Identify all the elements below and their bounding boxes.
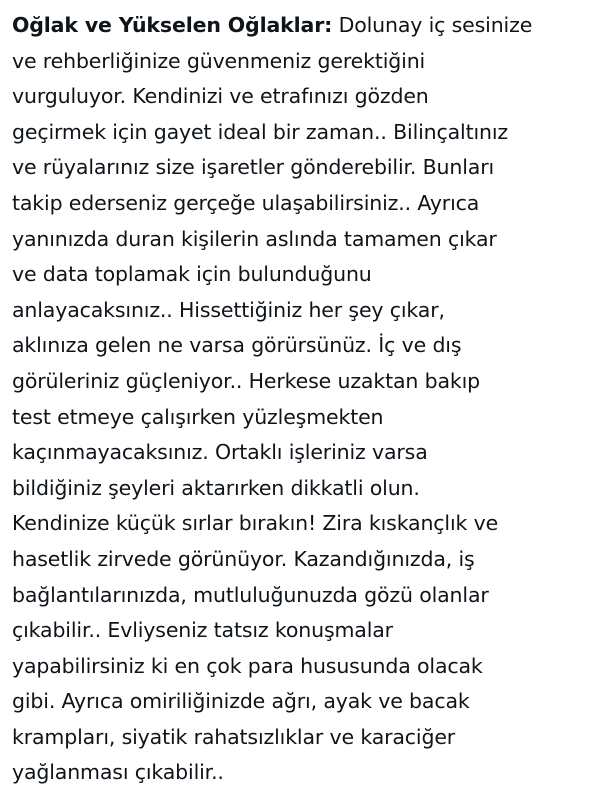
text-line-3: vurguluyor. Kendinizi ve etrafınızı gözden [12,84,429,109]
text-line-2: ve rehberliğinize güvenmeniz gerektiğini [12,48,426,73]
text-line-11: görüleriniz güçleniyor.. Herkese uzaktan bakıp [12,368,480,393]
text-line-20: gibi. Ayrıca omiriliğinizde ağrı, ayak ve bacak [12,689,470,714]
text-line-8: ve data toplamak için bulunduğunu [12,262,372,287]
text-line-15: Kendinize küçük sırlar bırakın! Zira kıskançlık ve [12,511,499,536]
text-line-22: yağlanması çıkabilir.. [12,760,224,785]
text-line-4: geçirmek için gayet ideal bir zaman.. Bilinçaltınız [12,119,509,144]
text-line-12: test etmeye çalışırken yüzleşmekten [12,404,384,429]
text-line-6: takip ederseniz gerçeğe ulaşabilirsiniz.. Ayrıca [12,190,480,215]
text-line-14: bildiğiniz şeyleri aktarırken dikkatli olun. [12,475,420,500]
text-line-16: hasetlik zirvede görünüyor. Kazandığınızda, iş [12,546,475,571]
post-heading: Oğlak ve Yükselen Oğlaklar: [12,13,333,37]
text-line-10: aklınıza gelen ne varsa görürsünüz. İç ve dış [12,333,462,358]
text-line-18: çıkabilir.. Evliyseniz tatsız konuşmalar [12,618,393,643]
text-line-9: anlayacaksınız.. Hissettiğiniz her şey çıkar, [12,297,445,322]
first-line-text: Dolunay iç sesinize [332,13,533,37]
text-line-21: krampları, siyatik rahatsızlıklar ve karaciğer [12,724,456,749]
text-line-17: bağlantılarınızda, mutluluğunuzda gözü olanlar [12,582,489,607]
text-line-13: kaçınmayacaksınız. Ortaklı işleriniz varsa [12,440,428,465]
text-line-7: yanınızda duran kişilerin aslında tamamen çıkar [12,226,497,251]
text-line-1 [12,8,594,44]
text-line-5: ve rüyalarınız size işaretler gönderebilir. Bunları [12,155,495,180]
post-text [12,8,594,791]
text-line-19: yapabilirsiniz ki en çok para hususunda olacak [12,653,483,678]
